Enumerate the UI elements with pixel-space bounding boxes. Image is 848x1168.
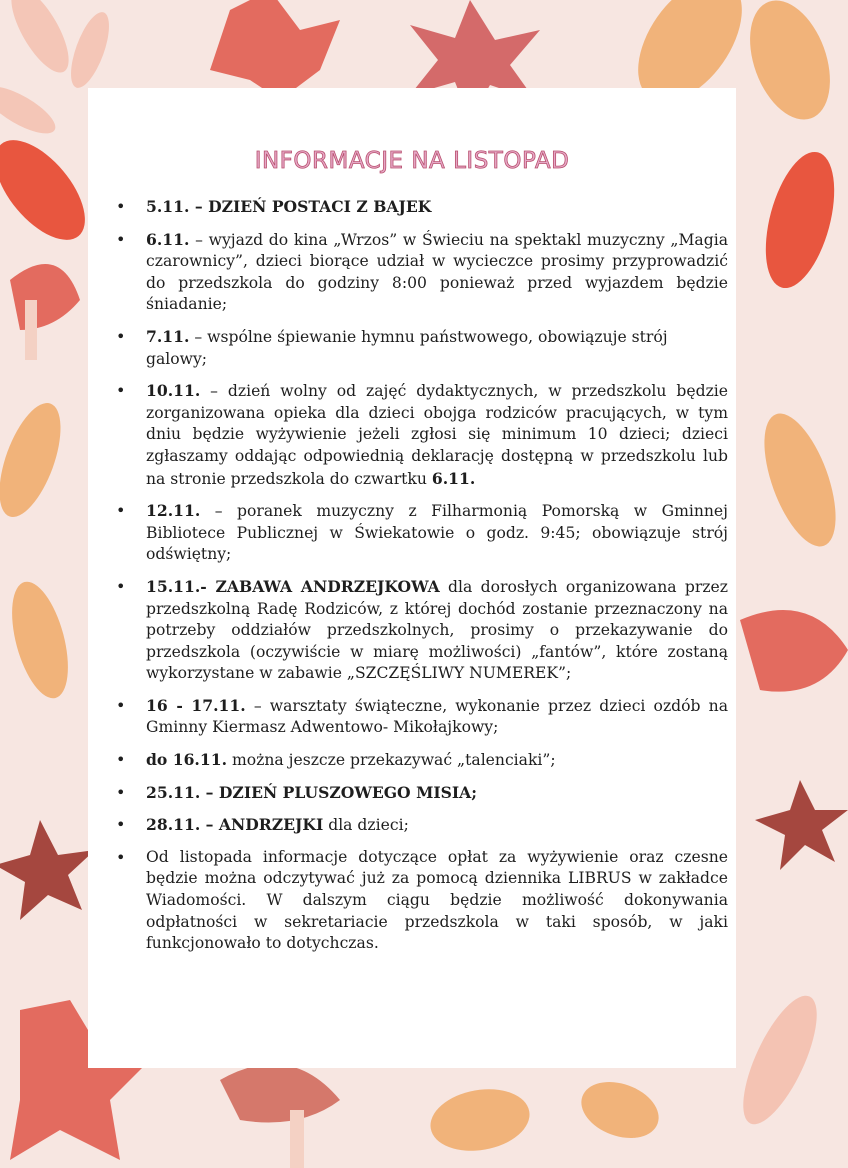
item-date: 10.11. <box>146 381 201 401</box>
item-text-bold: 6.11. <box>431 468 476 488</box>
item-text: dla dorosłych organizowana przez przedszkolną Radę Rodziców, z której dochód zostanie przeznaczony na potrzeby oddziałów przedszkolnych, prosimy o przekazywanie do przedszkola (oczywiście w miarę możliwości) „fantów”, które zostaną wykorzystane w zabawie „SZCZĘŚLIWY NUMEREK”; <box>146 577 728 683</box>
list-item <box>112 326 728 370</box>
list-item <box>112 847 728 955</box>
list-item <box>112 380 728 490</box>
item-date: 15.11.- ZABAWA ANDRZEJKOWA <box>146 576 440 596</box>
list-item <box>112 576 728 685</box>
list-item <box>112 695 728 739</box>
list-item <box>112 500 728 566</box>
item-date: 6.11. <box>146 229 190 249</box>
list-item <box>112 229 728 316</box>
item-date: 12.11. <box>146 501 201 521</box>
item-text: – poranek muzyczny z Filharmonią Pomorską w Gminnej Bibliotece Publicznej w Świekatowie o godz. 9:45; obowiązuje strój odświętny; <box>146 502 728 564</box>
item-text: można jeszcze przekazywać „talenciaki”; <box>227 751 556 770</box>
list-item <box>112 196 728 219</box>
item-date: do 16.11. <box>146 750 227 770</box>
item-date: 28.11. – ANDRZEJKI <box>146 815 324 835</box>
item-text: dla dzieci; <box>323 816 409 835</box>
info-list <box>112 196 728 965</box>
item-date: 7.11. <box>146 326 190 346</box>
list-item <box>112 782 728 805</box>
item-text: – wspólne śpiewanie hymnu państwowego, obowiązuje strój galowy; <box>146 327 668 368</box>
item-date: 25.11. – DZIEŃ PLUSZOWEGO MISIA; <box>146 782 478 802</box>
item-date: 5.11. – DZIEŃ POSTACI Z BAJEK <box>146 197 432 216</box>
item-text: Od listopada informacje dotyczące opłat za wyżywienie oraz czesne będzie można odczytywać już za pomocą dziennika LIBRUS w zakładce Wiadomości. W dalszym ciągu będzie możliwość dokonywania odpłatności w sekretariacie przedszkola w taki sposób, w jaki funkcjonowało to dotychczas. <box>146 847 728 953</box>
list-item <box>112 749 728 772</box>
info-panel <box>88 88 736 1068</box>
page-title: INFORMACJE NA LISTOPAD <box>254 148 570 174</box>
list-item <box>112 814 728 837</box>
item-text: – warsztaty świąteczne, wykonanie przez dzieci ozdób na Gminny Kiermasz Adwentowo- Mikołajkowy; <box>146 696 728 737</box>
item-text: – dzień wolny od zajęć dydaktycznych, w przedszkolu będzie zorganizowana opieka dla dzieci obojga rodziców pracujących, w tym dniu będzie wyżywienie jeżeli zgłosi się minimum 10 dzieci; dzieci zgłaszamy oddając odpowiednią deklarację dostępną w przedszkolu lub na stronie przedszkola do czwartku <box>146 382 728 488</box>
item-date: 16 - 17.11. <box>146 695 246 715</box>
item-text: – wyjazd do kina „Wrzos” w Świeciu na spektakl muzyczny „Magia czarownicy”, dzieci biorące udział w wycieczce prosimy przyprowadzić do przedszkola do godziny 8:00 ponieważ przed wyjazdem będzie śniadanie; <box>146 230 728 314</box>
